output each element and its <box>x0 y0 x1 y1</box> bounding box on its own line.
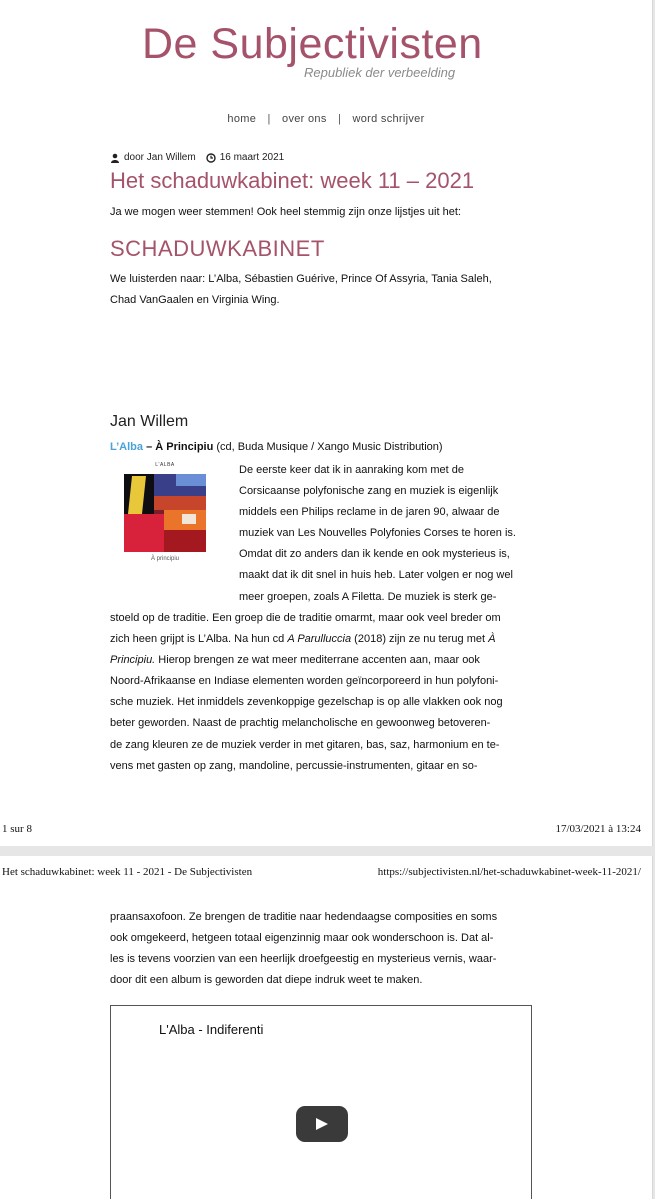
review-paragraph-1-cont <box>110 608 534 777</box>
text-line: sche muziek. Het inmiddels zevenkoppige gezelschap is op alle vlakken ook nog <box>110 696 503 709</box>
album-ref-a-principiu: À <box>488 633 496 646</box>
nav-item-home[interactable]: home <box>227 113 257 125</box>
play-icon <box>314 1117 330 1131</box>
album-title: À Principiu <box>155 441 214 453</box>
post-title: Het schaduwkabinet: week 11 – 2021 <box>110 168 475 193</box>
print-doc-title: Het schaduwkabinet: week 11 - 2021 - De Subjectivisten <box>2 866 253 878</box>
album-line <box>110 441 443 453</box>
post-date: 16 maart 2021 <box>219 152 285 163</box>
main-nav <box>0 113 652 125</box>
video-embed[interactable] <box>110 1005 532 1199</box>
print-page-number: 1 sur 8 <box>2 823 32 835</box>
text-line: zich heen grijpt is L’Alba. Na hun cd A Parulluccia (2018) zijn ze nu terug met À <box>110 633 496 646</box>
album-artist-link[interactable]: L’Alba <box>110 441 144 453</box>
text-line: de zang kleuren ze de muziek verder in met gitaren, bas, saz, harmonium en te- <box>110 738 500 751</box>
text-line: Noord-Afrikaanse en Indiase elementen worden geïncorporeerd in hun polyfoni- <box>110 675 499 688</box>
text-line: praansaxofoon. Ze brengen de traditie naar hedendaagse composities en soms <box>110 911 498 923</box>
text-line: muziek van Les Nouvelles Polyfonies Corses te horen is. <box>239 527 516 540</box>
nav-item-over-ons[interactable]: over ons <box>282 113 327 125</box>
cover-artwork <box>124 474 206 552</box>
text-line: Omdat dit zo anders dan ik kende en ook mysterieus is, <box>239 548 510 561</box>
text-line: Corsicaanse polyfonische zang en muziek is eigenlijk <box>239 485 499 498</box>
nav-item-word-schrijver[interactable]: word schrijver <box>352 113 425 125</box>
text-line: door dit een album is geworden dat diepe indruk weet te maken. <box>110 974 423 987</box>
text-line: meer groepen, zoals A Filetta. De muziek is sterk ge- <box>239 590 497 603</box>
listened-line-1: We luisterden naar: L’Alba, Sébastien Guérive, Prince Of Assyria, Tania Saleh, <box>110 273 492 285</box>
album-details: (cd, Buda Musique / Xango Music Distribution) <box>213 441 443 453</box>
text-line: De eerste keer dat ik in aanraking kom met de <box>239 464 465 476</box>
album-dash: – <box>143 441 156 453</box>
post-author[interactable]: door Jan Willem <box>124 152 196 163</box>
section-heading: SCHADUWKABINET <box>110 236 325 261</box>
listened-line-2: Chad VanGaalen en Virginia Wing. <box>110 294 280 306</box>
text-line: beter geworden. Naast de prachtig melancholische en gewoonweg betoveren- <box>110 717 491 730</box>
post-intro: Ja we mogen weer stemmen! Ook heel stemmig zijn onze lijstjes uit het: <box>110 206 461 218</box>
cover-artist-label: L'ALBA <box>155 462 175 468</box>
cover-title-label: À principiu <box>150 556 179 562</box>
nav-separator: | <box>267 113 271 125</box>
print-timestamp: 17/03/2021 à 13:24 <box>555 823 641 835</box>
clock-icon <box>206 153 216 163</box>
album-cover-image <box>118 462 212 574</box>
text-line: maakt dat ik dit snel in huis heb. Later volgen er nog wel <box>239 569 513 582</box>
text-line: les is tevens voorzien van een heerlijk droefgeestig en mysterieus vernis, waar- <box>110 953 497 966</box>
print-url: https://subjectivisten.nl/het-schaduwkabinet-week-11-2021/ <box>377 866 641 878</box>
user-icon <box>110 153 120 163</box>
play-button[interactable] <box>296 1106 348 1142</box>
site-tagline: Republiek der verbeelding <box>304 65 456 80</box>
text-line: middels een Philips reclame in de jaren 90, alwaar de <box>239 506 500 519</box>
video-title[interactable]: L'Alba - Indiferenti <box>159 1022 264 1037</box>
site-logo[interactable]: De Subjectivisten <box>142 20 483 68</box>
nav-separator: | <box>337 113 342 125</box>
text-line: vens met gasten op zang, mandoline, percussie-instrumenten, gitaar en so- <box>110 759 478 772</box>
review-paragraph-1 <box>239 460 534 608</box>
album-ref-a-parulluccia: A Parulluccia <box>287 633 352 646</box>
text-line: ook omgekeerd, hetgeen totaal eigenzinnig maar ook wonderschoon is. Dat al- <box>110 932 494 945</box>
reviewer-name: Jan Willem <box>110 413 189 430</box>
review-paragraph-2 <box>110 907 534 991</box>
post-meta <box>110 152 284 163</box>
text-line: Principiu. Hierop brengen ze wat meer mediterrane accenten aan, maar ook <box>110 654 480 667</box>
text-line: stoeld op de traditie. Een groep die de traditie omarmt, maar ook veel breder om <box>110 612 501 624</box>
